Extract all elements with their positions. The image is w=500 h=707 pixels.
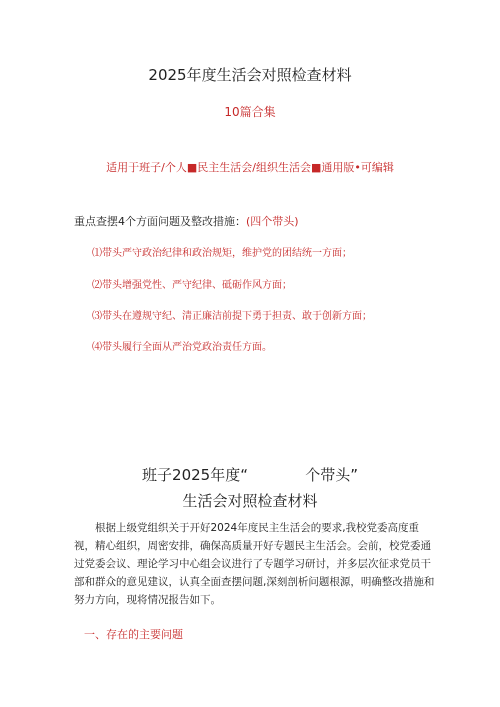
applicable-note: 适用于班子/个人■民主生活会/组织生活会■通用版•可编辑 xyxy=(106,161,394,174)
focus-item-3: ⑶带头在遵规守纪、清正廉洁前提下勇于担责、敢于创新方面； xyxy=(92,311,372,322)
section-heading-1: 一、存在的主要问题 xyxy=(84,628,183,641)
report-heading-line2: 生活会对照检查材料 xyxy=(182,492,318,510)
focus-intro-text: 重点查摆4个方面问题及整改措施： xyxy=(74,215,246,228)
focus-item-1: ⑴带头严守政治纪律和政治规矩，维护党的团结统一方面； xyxy=(92,248,352,259)
report-heading-line1: 班子2025年度“ 个带头” xyxy=(142,466,358,484)
focus-tag: (四个带头) xyxy=(246,215,299,228)
focus-intro xyxy=(74,213,299,229)
collection-subtitle: 10篇合集 xyxy=(224,105,276,119)
focus-item-4: ⑷带头履行全面从严治党政治责任方面。 xyxy=(92,342,272,353)
report-paragraph: 根据上级党组织关于开好2024年度民主生活会的要求,我校党委高度重视，精心组织，周密安排，确保高质量开好专题民主生活会。会前，校党委通过党委会议、理论学习中心组会议进行了专题学习研讨，并多层次征求党员干部和群众的意见建议，认真全面查摆问题,深刻剖析问题根源，明确整改措施和努力方向，现将情况报告如下。 xyxy=(74,522,435,606)
document-title: 2025年度生活会对照检查材料 xyxy=(148,66,352,84)
focus-item-2: ⑵带头增强党性、严守纪律、砥砺作风方面； xyxy=(92,280,292,291)
